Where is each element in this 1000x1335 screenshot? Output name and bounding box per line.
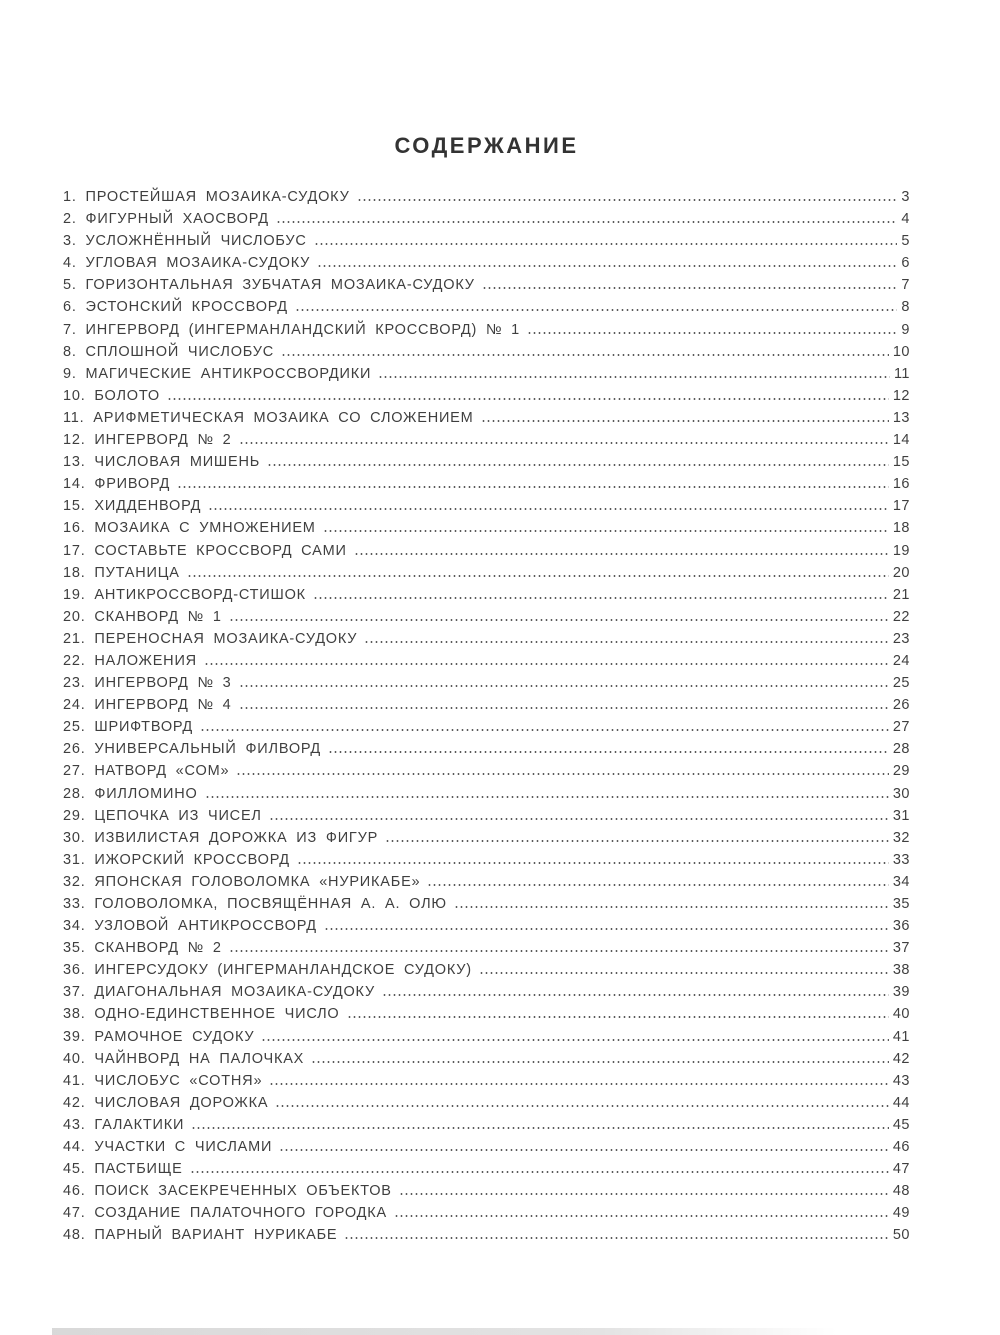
toc-entry-title: 39. РАМОЧНОЕ СУДОКУ — [63, 1028, 255, 1045]
toc-entry-title: 21. ПЕРЕНОСНАЯ МОЗАИКА-СУДОКУ — [63, 630, 358, 647]
dotted-leader — [279, 1149, 889, 1151]
toc-entry-page: 30 — [892, 785, 910, 802]
dotted-leader — [323, 530, 889, 532]
dotted-leader — [324, 928, 889, 930]
toc-entry-page: 8 — [901, 299, 910, 316]
toc-entry-title: 34. УЗЛОВОЙ АНТИКРОССВОРД — [63, 918, 317, 935]
toc-entry — [63, 653, 910, 675]
toc-entry — [63, 189, 910, 211]
toc-entry-page: 15 — [892, 454, 910, 471]
toc-entry-title: 8. СПЛОШНОЙ ЧИСЛОБУС — [63, 343, 275, 360]
toc-entry-title: 36. ИНГЕРСУДОКУ (ИНГЕРМАНЛАНДСКОЕ СУДОКУ) — [63, 962, 472, 979]
toc-entry-page: 19 — [892, 542, 910, 559]
toc-entry-page: 31 — [892, 807, 910, 824]
toc-entry — [63, 896, 910, 918]
toc-entry-title: 7. ИНГЕРВОРД (ИНГЕРМАНЛАНДСКИЙ КРОССВОРД) № 1 — [63, 321, 520, 338]
toc-entry-page: 35 — [892, 896, 910, 912]
dotted-leader — [261, 1039, 888, 1041]
toc-entry-title: 26. УНИВЕРСАЛЬНЫЙ ФИЛВОРД — [63, 741, 322, 758]
toc-entry-title: 47. СОЗДАНИЕ ПАЛАТОЧНОГО ГОРОДКА — [63, 1205, 388, 1222]
toc-entry-page: 24 — [892, 652, 910, 669]
toc-entry — [63, 1029, 910, 1051]
toc-entry — [63, 852, 910, 874]
toc-entry-page: 40 — [892, 1006, 910, 1023]
toc-entry — [63, 1117, 910, 1139]
toc-entry-title: 41. ЧИСЛОБУС «СОТНЯ» — [63, 1072, 263, 1089]
toc-entry-page: 41 — [892, 1028, 910, 1045]
dotted-leader — [344, 1237, 888, 1239]
dotted-leader — [167, 398, 889, 400]
dotted-leader — [208, 508, 889, 510]
toc-entry-title: 15. ХИДДЕНВОРД — [63, 498, 202, 515]
dotted-leader — [385, 840, 889, 842]
toc-entry — [63, 1073, 910, 1095]
dotted-leader — [481, 420, 889, 422]
dotted-leader — [190, 1171, 889, 1173]
toc-entry-title: 45. ПАСТБИЩЕ — [63, 1161, 183, 1178]
toc-entry-title: 32. ЯПОНСКАЯ ГОЛОВОЛОМКА «НУРИКАБЕ» — [63, 873, 421, 890]
dotted-leader — [382, 994, 889, 996]
toc-entry-page: 6 — [901, 255, 910, 272]
toc-entry-title: 6. ЭСТОНСКИЙ КРОССВОРД — [63, 299, 288, 316]
toc-entry-page: 37 — [892, 940, 910, 957]
toc-entry — [63, 1139, 910, 1161]
toc-entry — [63, 543, 910, 565]
dotted-leader — [191, 1127, 889, 1129]
toc-entry-title: 30. ИЗВИЛИСТАЯ ДОРОЖКА ИЗ ФИГУР — [63, 829, 379, 846]
toc-entry — [63, 476, 910, 498]
toc-entry — [63, 940, 910, 962]
toc-entry-page: 36 — [892, 918, 910, 935]
dotted-leader — [275, 1105, 889, 1107]
toc-entry-title: 16. МОЗАИКА С УМНОЖЕНИЕМ — [63, 520, 316, 537]
toc-entry — [63, 410, 910, 432]
toc-entry-title: 23. ИНГЕРВОРД № 3 — [63, 675, 232, 692]
toc-entry-title: 10. БОЛОТО — [63, 387, 160, 404]
toc-entry — [63, 1095, 910, 1117]
toc-entry-page: 29 — [892, 763, 910, 780]
toc-entry — [63, 366, 910, 388]
toc-entry-title: 38. ОДНО-ЕДИНСТВЕННОЕ ЧИСЛО — [63, 1006, 340, 1023]
toc-entry — [63, 1006, 910, 1028]
toc-entry-page: 48 — [892, 1183, 910, 1200]
dotted-leader — [347, 1016, 889, 1018]
toc-entry-page: 46 — [892, 1139, 910, 1156]
toc-entry-title: 4. УГЛОВАЯ МОЗАИКА-СУДОКУ — [63, 255, 311, 272]
toc-entry-title: 28. ФИЛЛОМИНО — [63, 785, 198, 802]
toc-entry-title: 43. ГАЛАКТИКИ — [63, 1116, 185, 1133]
dotted-leader — [204, 663, 889, 665]
toc-entry — [63, 233, 910, 255]
dotted-leader — [295, 309, 898, 311]
toc-entry-title: 42. ЧИСЛОВАЯ ДОРОЖКА — [63, 1094, 269, 1111]
toc-entry-title: 25. ШРИФТВОРД — [63, 719, 194, 736]
toc-entry-page: 20 — [892, 564, 910, 581]
toc-entry-title: 40. ЧАЙНВОРД НА ПАЛОЧКАХ — [63, 1050, 305, 1067]
scan-edge — [52, 1328, 837, 1335]
dotted-leader — [229, 619, 889, 621]
dotted-leader — [276, 221, 898, 223]
dotted-leader — [205, 796, 889, 798]
page-title: СОДЕРЖАНИЕ — [394, 133, 579, 158]
toc-list — [63, 189, 910, 1250]
toc-entry-page: 12 — [892, 387, 910, 404]
toc-entry — [63, 808, 910, 830]
toc-entry-page: 3 — [901, 189, 910, 205]
toc-entry-title: 35. СКАНВОРД № 2 — [63, 940, 222, 957]
toc-entry-title: 18. ПУТАНИЦА — [63, 564, 180, 581]
toc-entry-page: 43 — [892, 1072, 910, 1089]
toc-entry-page: 33 — [892, 851, 910, 868]
dotted-leader — [454, 906, 889, 908]
toc-entry-page: 44 — [892, 1094, 910, 1111]
toc-entry-page: 22 — [892, 608, 910, 625]
toc-entry — [63, 918, 910, 940]
toc-entry-title: 1. ПРОСТЕЙШАЯ МОЗАИКА-СУДОКУ — [63, 189, 350, 205]
toc-entry-page: 11 — [893, 365, 910, 382]
dotted-leader — [187, 575, 889, 577]
toc-entry-page: 50 — [892, 1227, 910, 1244]
toc-entry-page: 49 — [892, 1205, 910, 1222]
toc-entry — [63, 344, 910, 366]
dotted-leader — [314, 243, 898, 245]
toc-entry-title: 3. УСЛОЖНЁННЫЙ ЧИСЛОБУС — [63, 233, 307, 250]
dotted-leader — [527, 332, 897, 334]
toc-entry-page: 39 — [892, 984, 910, 1001]
dotted-leader — [354, 553, 889, 555]
toc-entry — [63, 388, 910, 410]
dotted-leader — [200, 729, 889, 731]
toc-entry — [63, 1227, 910, 1249]
toc-entry — [63, 763, 910, 785]
dotted-leader — [328, 751, 889, 753]
toc-entry — [63, 211, 910, 233]
toc-entry-page: 38 — [892, 962, 910, 979]
toc-entry-page: 23 — [892, 630, 910, 647]
dotted-leader — [239, 442, 889, 444]
dotted-leader — [313, 597, 889, 599]
toc-entry-page: 4 — [901, 211, 910, 228]
toc-entry-page: 27 — [892, 719, 910, 736]
toc-entry-title: 48. ПАРНЫЙ ВАРИАНТ НУРИКАБЕ — [63, 1227, 338, 1244]
toc-entry — [63, 1205, 910, 1227]
toc-entry-title: 13. ЧИСЛОВАЯ МИШЕНЬ — [63, 454, 261, 471]
toc-entry-title: 24. ИНГЕРВОРД № 4 — [63, 697, 232, 714]
dotted-leader — [427, 884, 888, 886]
dotted-leader — [357, 199, 898, 201]
toc-entry-page: 28 — [892, 741, 910, 758]
toc-entry-page: 47 — [892, 1161, 910, 1178]
dotted-leader — [229, 950, 889, 952]
toc-entry-title: 12. ИНГЕРВОРД № 2 — [63, 432, 232, 449]
toc-entry — [63, 299, 910, 321]
dotted-leader — [364, 641, 889, 643]
dotted-leader — [399, 1193, 889, 1195]
toc-entry-title: 11. АРИФМЕТИЧЕСКАЯ МОЗАИКА СО СЛОЖЕНИЕМ — [63, 409, 474, 426]
toc-entry — [63, 277, 910, 299]
dotted-leader — [311, 1061, 889, 1063]
toc-entry — [63, 631, 910, 653]
toc-entry-title: 37. ДИАГОНАЛЬНАЯ МОЗАИКА-СУДОКУ — [63, 984, 375, 1001]
toc-entry-title: 2. ФИГУРНЫЙ ХАОСВОРД — [63, 211, 269, 228]
toc-entry — [63, 1183, 910, 1205]
dotted-leader — [239, 707, 889, 709]
toc-entry — [63, 498, 910, 520]
toc-entry — [63, 322, 910, 344]
toc-entry — [63, 675, 910, 697]
toc-entry-title: 5. ГОРИЗОНТАЛЬНАЯ ЗУБЧАТАЯ МОЗАИКА-СУДОКУ — [63, 277, 475, 294]
toc-entry-page: 32 — [892, 829, 910, 846]
toc-entry — [63, 1161, 910, 1183]
toc-entry — [63, 874, 910, 896]
dotted-leader — [394, 1215, 889, 1217]
toc-entry — [63, 587, 910, 609]
toc-entry — [63, 609, 910, 631]
dotted-leader — [239, 685, 889, 687]
toc-entry — [63, 697, 910, 719]
toc-entry-title: 20. СКАНВОРД № 1 — [63, 608, 222, 625]
dotted-leader — [297, 862, 889, 864]
toc-entry-title: 29. ЦЕПОЧКА ИЗ ЧИСЕЛ — [63, 807, 262, 824]
toc-entry-title: 14. ФРИВОРД — [63, 476, 171, 493]
dotted-leader — [269, 818, 889, 820]
dotted-leader — [177, 486, 889, 488]
toc-entry-page: 25 — [892, 675, 910, 692]
toc-entry-page: 17 — [892, 498, 910, 515]
toc-entry-page: 26 — [892, 697, 910, 714]
toc-entry-title: 22. НАЛОЖЕНИЯ — [63, 652, 197, 669]
toc-entry-page: 16 — [892, 476, 910, 493]
toc-entry-page: 21 — [892, 586, 910, 603]
toc-entry-page: 9 — [901, 321, 910, 338]
toc-entry-page: 10 — [892, 343, 910, 360]
toc-entry-title: 27. НАТВОРД «СОМ» — [63, 763, 230, 780]
dotted-leader — [269, 1083, 889, 1085]
toc-entry — [63, 830, 910, 852]
toc-entry-title: 46. ПОИСК ЗАСЕКРЕЧЕННЫХ ОБЪЕКТОВ — [63, 1183, 392, 1200]
dotted-leader — [479, 972, 889, 974]
toc-entry — [63, 454, 910, 476]
toc-entry — [63, 786, 910, 808]
toc-entry-page: 45 — [892, 1116, 910, 1133]
toc-entry-page: 14 — [892, 432, 910, 449]
dotted-leader — [281, 354, 889, 356]
toc-entry-page: 13 — [892, 409, 910, 426]
toc-entry — [63, 984, 910, 1006]
dotted-leader — [378, 376, 890, 378]
toc-entry-title: 31. ИЖОРСКИЙ КРОССВОРД — [63, 851, 290, 868]
toc-entry-title: 9. МАГИЧЕСКИЕ АНТИКРОССВОРДИКИ — [63, 365, 372, 382]
toc-entry — [63, 432, 910, 454]
dotted-leader — [317, 265, 897, 267]
toc-entry — [63, 962, 910, 984]
toc-entry — [63, 565, 910, 587]
toc-entry — [63, 741, 910, 763]
toc-entry — [63, 719, 910, 741]
dotted-leader — [236, 773, 889, 775]
toc-entry-page: 42 — [892, 1050, 910, 1067]
dotted-leader — [267, 464, 889, 466]
toc-entry-title: 19. АНТИКРОССВОРД-СТИШОК — [63, 586, 306, 603]
toc-entry — [63, 255, 910, 277]
dotted-leader — [482, 287, 898, 289]
toc-entry — [63, 520, 910, 542]
toc-entry-title: 33. ГОЛОВОЛОМКА, ПОСВЯЩЁННАЯ А. А. ОЛЮ — [63, 896, 447, 912]
toc-entry-page: 7 — [901, 277, 910, 294]
toc-entry-page: 34 — [892, 873, 910, 890]
toc-entry-title: 44. УЧАСТКИ С ЧИСЛАМИ — [63, 1139, 273, 1156]
toc-entry-title: 17. СОСТАВЬТЕ КРОССВОРД САМИ — [63, 542, 347, 559]
toc-entry-page: 5 — [901, 233, 910, 250]
toc-entry — [63, 1051, 910, 1073]
toc-entry-page: 18 — [892, 520, 910, 537]
